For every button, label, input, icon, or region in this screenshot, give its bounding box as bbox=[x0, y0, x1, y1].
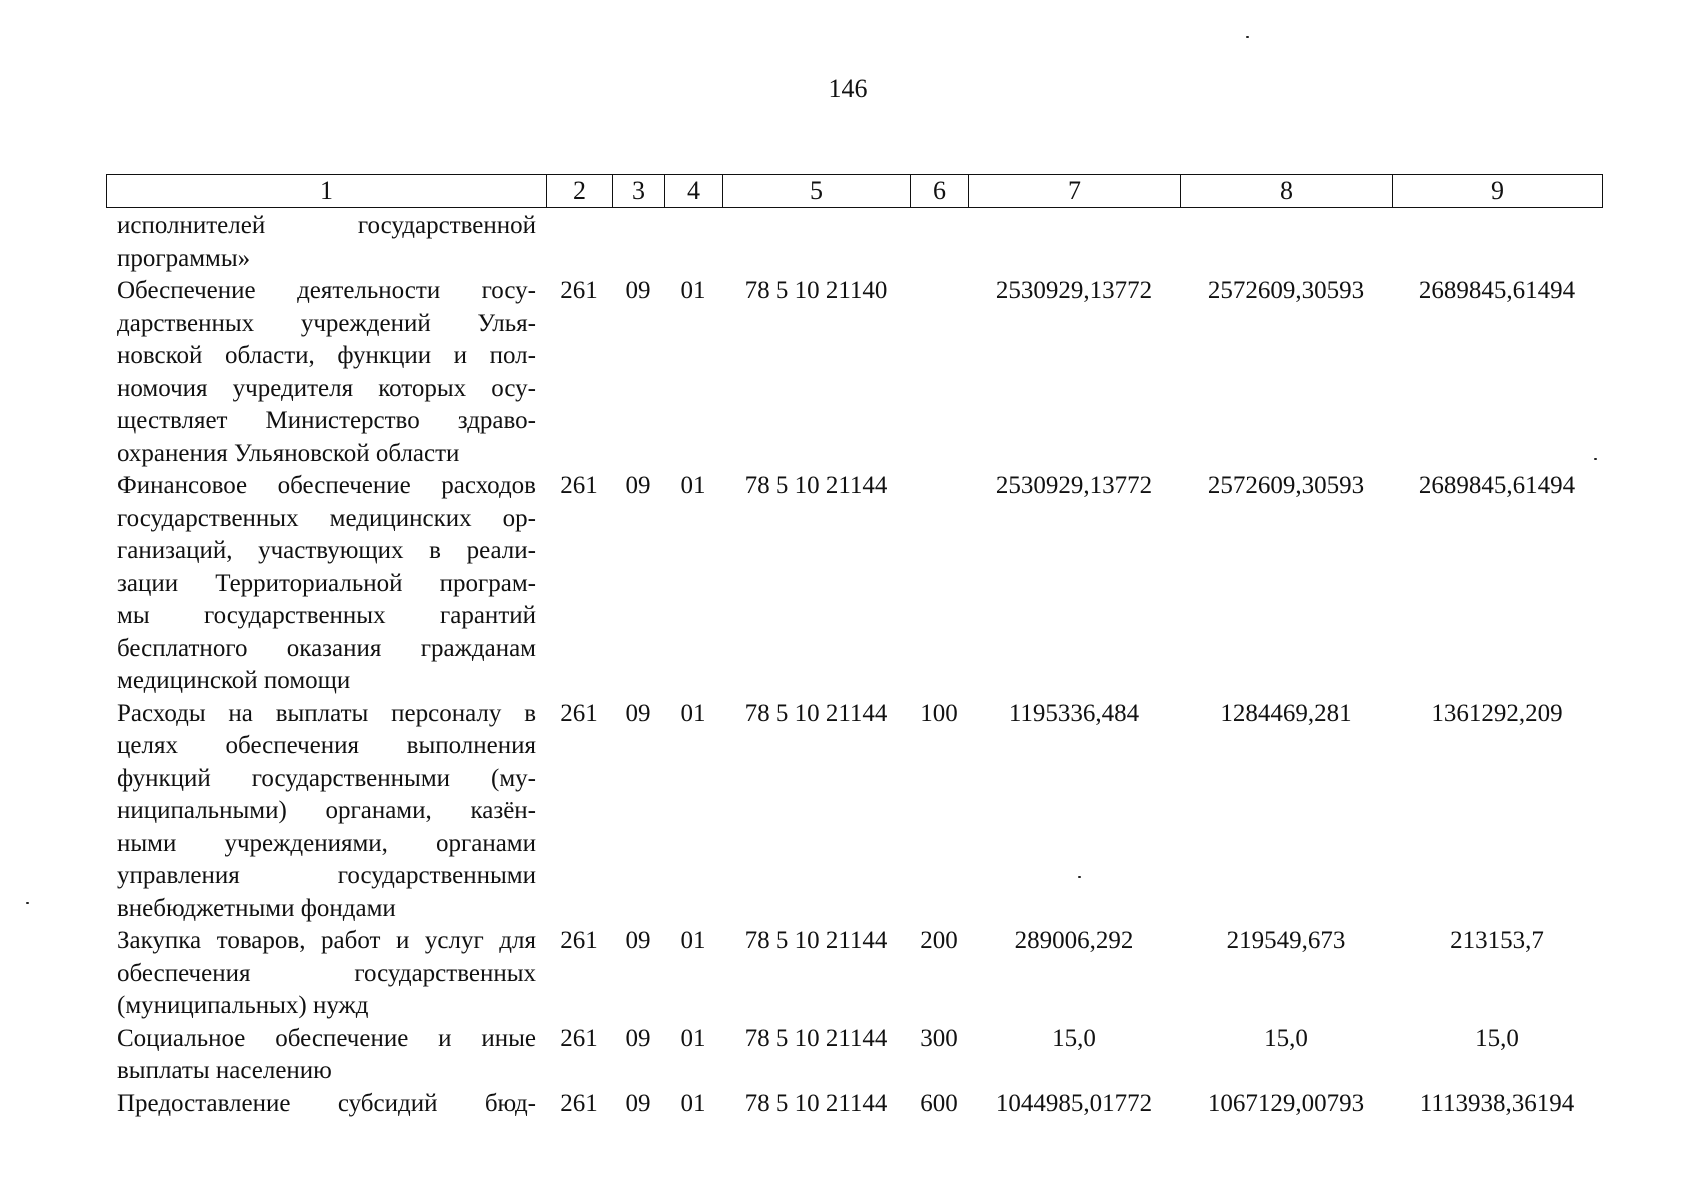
header-cell-6: 6 bbox=[911, 175, 969, 208]
cell-col-4: 01 bbox=[680, 472, 706, 499]
cell-col-6: 300 bbox=[920, 1024, 958, 1052]
cell-col-6: 600 bbox=[920, 1089, 958, 1117]
row-name-line: внебюджетными фондами bbox=[117, 894, 396, 922]
cell-col-5: 78 5 10 21144 bbox=[744, 1024, 888, 1052]
cell-col-3: 09 bbox=[625, 277, 651, 304]
cell-col-6 bbox=[910, 210, 968, 275]
row-name-line: обеспечения государственных bbox=[117, 959, 536, 987]
cell-col-4 bbox=[664, 210, 722, 275]
scan-speck bbox=[26, 902, 29, 904]
cell-col-5: 78 5 10 21144 bbox=[744, 1089, 888, 1117]
table-row bbox=[106, 275, 1602, 470]
row-name-line: дарственных учреждений Улья- bbox=[117, 309, 536, 337]
cell-col-3: 09 bbox=[625, 472, 651, 499]
cell-col-3: 09 bbox=[625, 927, 651, 954]
header-cell-5: 5 bbox=[723, 175, 911, 208]
cell-col-7: 289006,292 bbox=[1014, 927, 1134, 954]
cell-col-4: 01 bbox=[680, 927, 706, 954]
scan-speck bbox=[1246, 36, 1249, 38]
page-number: 146 bbox=[828, 74, 868, 103]
row-name-cell bbox=[106, 1088, 546, 1121]
row-name-line: выплаты населению bbox=[117, 1057, 332, 1084]
table-row bbox=[106, 470, 1602, 698]
table-row bbox=[106, 210, 1602, 275]
cell-col-6 bbox=[910, 275, 968, 470]
row-name-cell bbox=[106, 698, 546, 926]
row-name-cell bbox=[106, 925, 546, 1023]
cell-col-7: 2530929,13772 bbox=[995, 472, 1153, 499]
row-name-line: ществляет Министерство здраво- bbox=[117, 407, 536, 434]
row-name-line: управления государственными bbox=[117, 862, 536, 889]
cell-col-4: 01 bbox=[680, 1024, 706, 1052]
header-cell-2: 2 bbox=[547, 175, 613, 208]
header-cell-9: 9 bbox=[1393, 175, 1603, 208]
row-name-cell bbox=[106, 275, 546, 470]
cell-col-2: 261 bbox=[560, 472, 598, 499]
column-number-header bbox=[106, 174, 1603, 208]
cell-col-3: 09 bbox=[625, 1024, 651, 1052]
row-name-line: целях обеспечения выполнения bbox=[117, 732, 536, 759]
cell-col-4: 01 bbox=[680, 1089, 706, 1117]
cell-col-8: 2572609,30593 bbox=[1207, 472, 1365, 499]
row-name-line: Обеспечение деятельности госу- bbox=[117, 277, 536, 304]
cell-col-5 bbox=[722, 210, 910, 275]
row-name-line: зации Территориальной програм- bbox=[117, 569, 536, 597]
cell-col-3 bbox=[612, 210, 664, 275]
cell-col-6: 200 bbox=[920, 927, 958, 954]
cell-col-2: 261 bbox=[560, 927, 598, 954]
row-name-line: мы государственных гарантий bbox=[117, 602, 536, 629]
row-name-line: ными учреждениями, органами bbox=[117, 829, 536, 857]
row-name-line: Закупка товаров, работ и услуг для bbox=[117, 927, 536, 954]
cell-col-2: 261 bbox=[560, 1024, 598, 1052]
header-cell-7: 7 bbox=[969, 175, 1181, 208]
header-row bbox=[107, 175, 1603, 208]
cell-col-9 bbox=[1392, 210, 1602, 275]
cell-col-8: 2572609,30593 bbox=[1207, 277, 1365, 304]
cell-col-2: 261 bbox=[560, 699, 598, 727]
row-name-cell bbox=[106, 470, 546, 698]
cell-col-5: 78 5 10 21144 bbox=[744, 927, 888, 954]
table-row bbox=[106, 698, 1602, 926]
row-name-line: функций государственными (му- bbox=[117, 764, 536, 792]
table-row bbox=[106, 925, 1602, 1023]
cell-col-3: 09 bbox=[625, 1089, 651, 1117]
row-name-line: государственных медицинских ор- bbox=[117, 504, 536, 532]
cell-col-7: 15,0 bbox=[1052, 1024, 1096, 1052]
row-name-line: Финансовое обеспечение расходов bbox=[117, 472, 536, 499]
cell-col-8 bbox=[1180, 210, 1392, 275]
cell-col-6: 100 bbox=[920, 699, 958, 727]
cell-col-2: 261 bbox=[560, 1089, 598, 1117]
header-cell-8: 8 bbox=[1181, 175, 1393, 208]
cell-col-9: 1113938,36194 bbox=[1419, 1089, 1575, 1117]
cell-col-3: 09 bbox=[625, 699, 651, 727]
row-name-cell bbox=[106, 210, 546, 275]
cell-col-8: 15,0 bbox=[1264, 1024, 1308, 1052]
cell-col-8: 219549,673 bbox=[1226, 927, 1346, 954]
header-cell-3: 3 bbox=[613, 175, 665, 208]
cell-col-9: 15,0 bbox=[1475, 1024, 1519, 1052]
row-name-line: медицинской помощи bbox=[117, 667, 351, 694]
cell-col-4: 01 bbox=[680, 699, 706, 727]
row-name-line: программы» bbox=[117, 244, 251, 272]
row-name-cell bbox=[106, 1023, 546, 1088]
cell-col-9: 1361292,209 bbox=[1431, 699, 1563, 727]
cell-col-5: 78 5 10 21144 bbox=[744, 472, 888, 499]
cell-col-5: 78 5 10 21140 bbox=[744, 277, 888, 304]
cell-col-5: 78 5 10 21144 bbox=[744, 699, 888, 727]
row-name-line: бесплатного оказания гражданам bbox=[117, 634, 536, 662]
cell-col-7: 2530929,13772 bbox=[995, 277, 1153, 304]
row-name-line: ганизаций, участвующих в реали- bbox=[117, 537, 536, 564]
header-cell-4: 4 bbox=[665, 175, 723, 208]
cell-col-9: 2689845,61494 bbox=[1418, 472, 1576, 499]
row-name-line: Социальное обеспечение и иные bbox=[117, 1024, 536, 1052]
budget-table bbox=[106, 210, 1602, 1120]
cell-col-6 bbox=[910, 470, 968, 698]
cell-col-7 bbox=[968, 210, 1180, 275]
row-name-line: номочия учредителя которых осу- bbox=[117, 374, 536, 402]
cell-col-8: 1284469,281 bbox=[1220, 699, 1352, 727]
table-row bbox=[106, 1088, 1602, 1121]
cell-col-9: 2689845,61494 bbox=[1418, 277, 1576, 304]
header-cell-1: 1 bbox=[107, 175, 547, 208]
cell-col-2: 261 bbox=[560, 277, 598, 304]
row-name-line: ниципальными) органами, казён- bbox=[117, 797, 536, 824]
row-name-line: (муниципальных) нужд bbox=[117, 992, 369, 1019]
cell-col-8: 1067129,00793 bbox=[1207, 1089, 1365, 1117]
row-name-line: охранения Ульяновской области bbox=[117, 439, 460, 467]
cell-col-2 bbox=[546, 210, 612, 275]
cell-col-4: 01 bbox=[680, 277, 706, 304]
scan-speck bbox=[1078, 876, 1081, 878]
row-name-line: исполнителей государственной bbox=[117, 212, 536, 239]
row-name-line: Предоставление субсидий бюд- bbox=[117, 1089, 536, 1117]
cell-col-9: 213153,7 bbox=[1450, 927, 1544, 954]
scan-speck bbox=[1594, 458, 1597, 460]
row-name-line: новской области, функции и пол- bbox=[117, 342, 536, 369]
cell-col-7: 1044985,01772 bbox=[995, 1089, 1153, 1117]
cell-col-7: 1195336,484 bbox=[1008, 699, 1140, 727]
row-name-line: Расходы на выплаты персоналу в bbox=[117, 699, 536, 727]
table-row bbox=[106, 1023, 1602, 1088]
